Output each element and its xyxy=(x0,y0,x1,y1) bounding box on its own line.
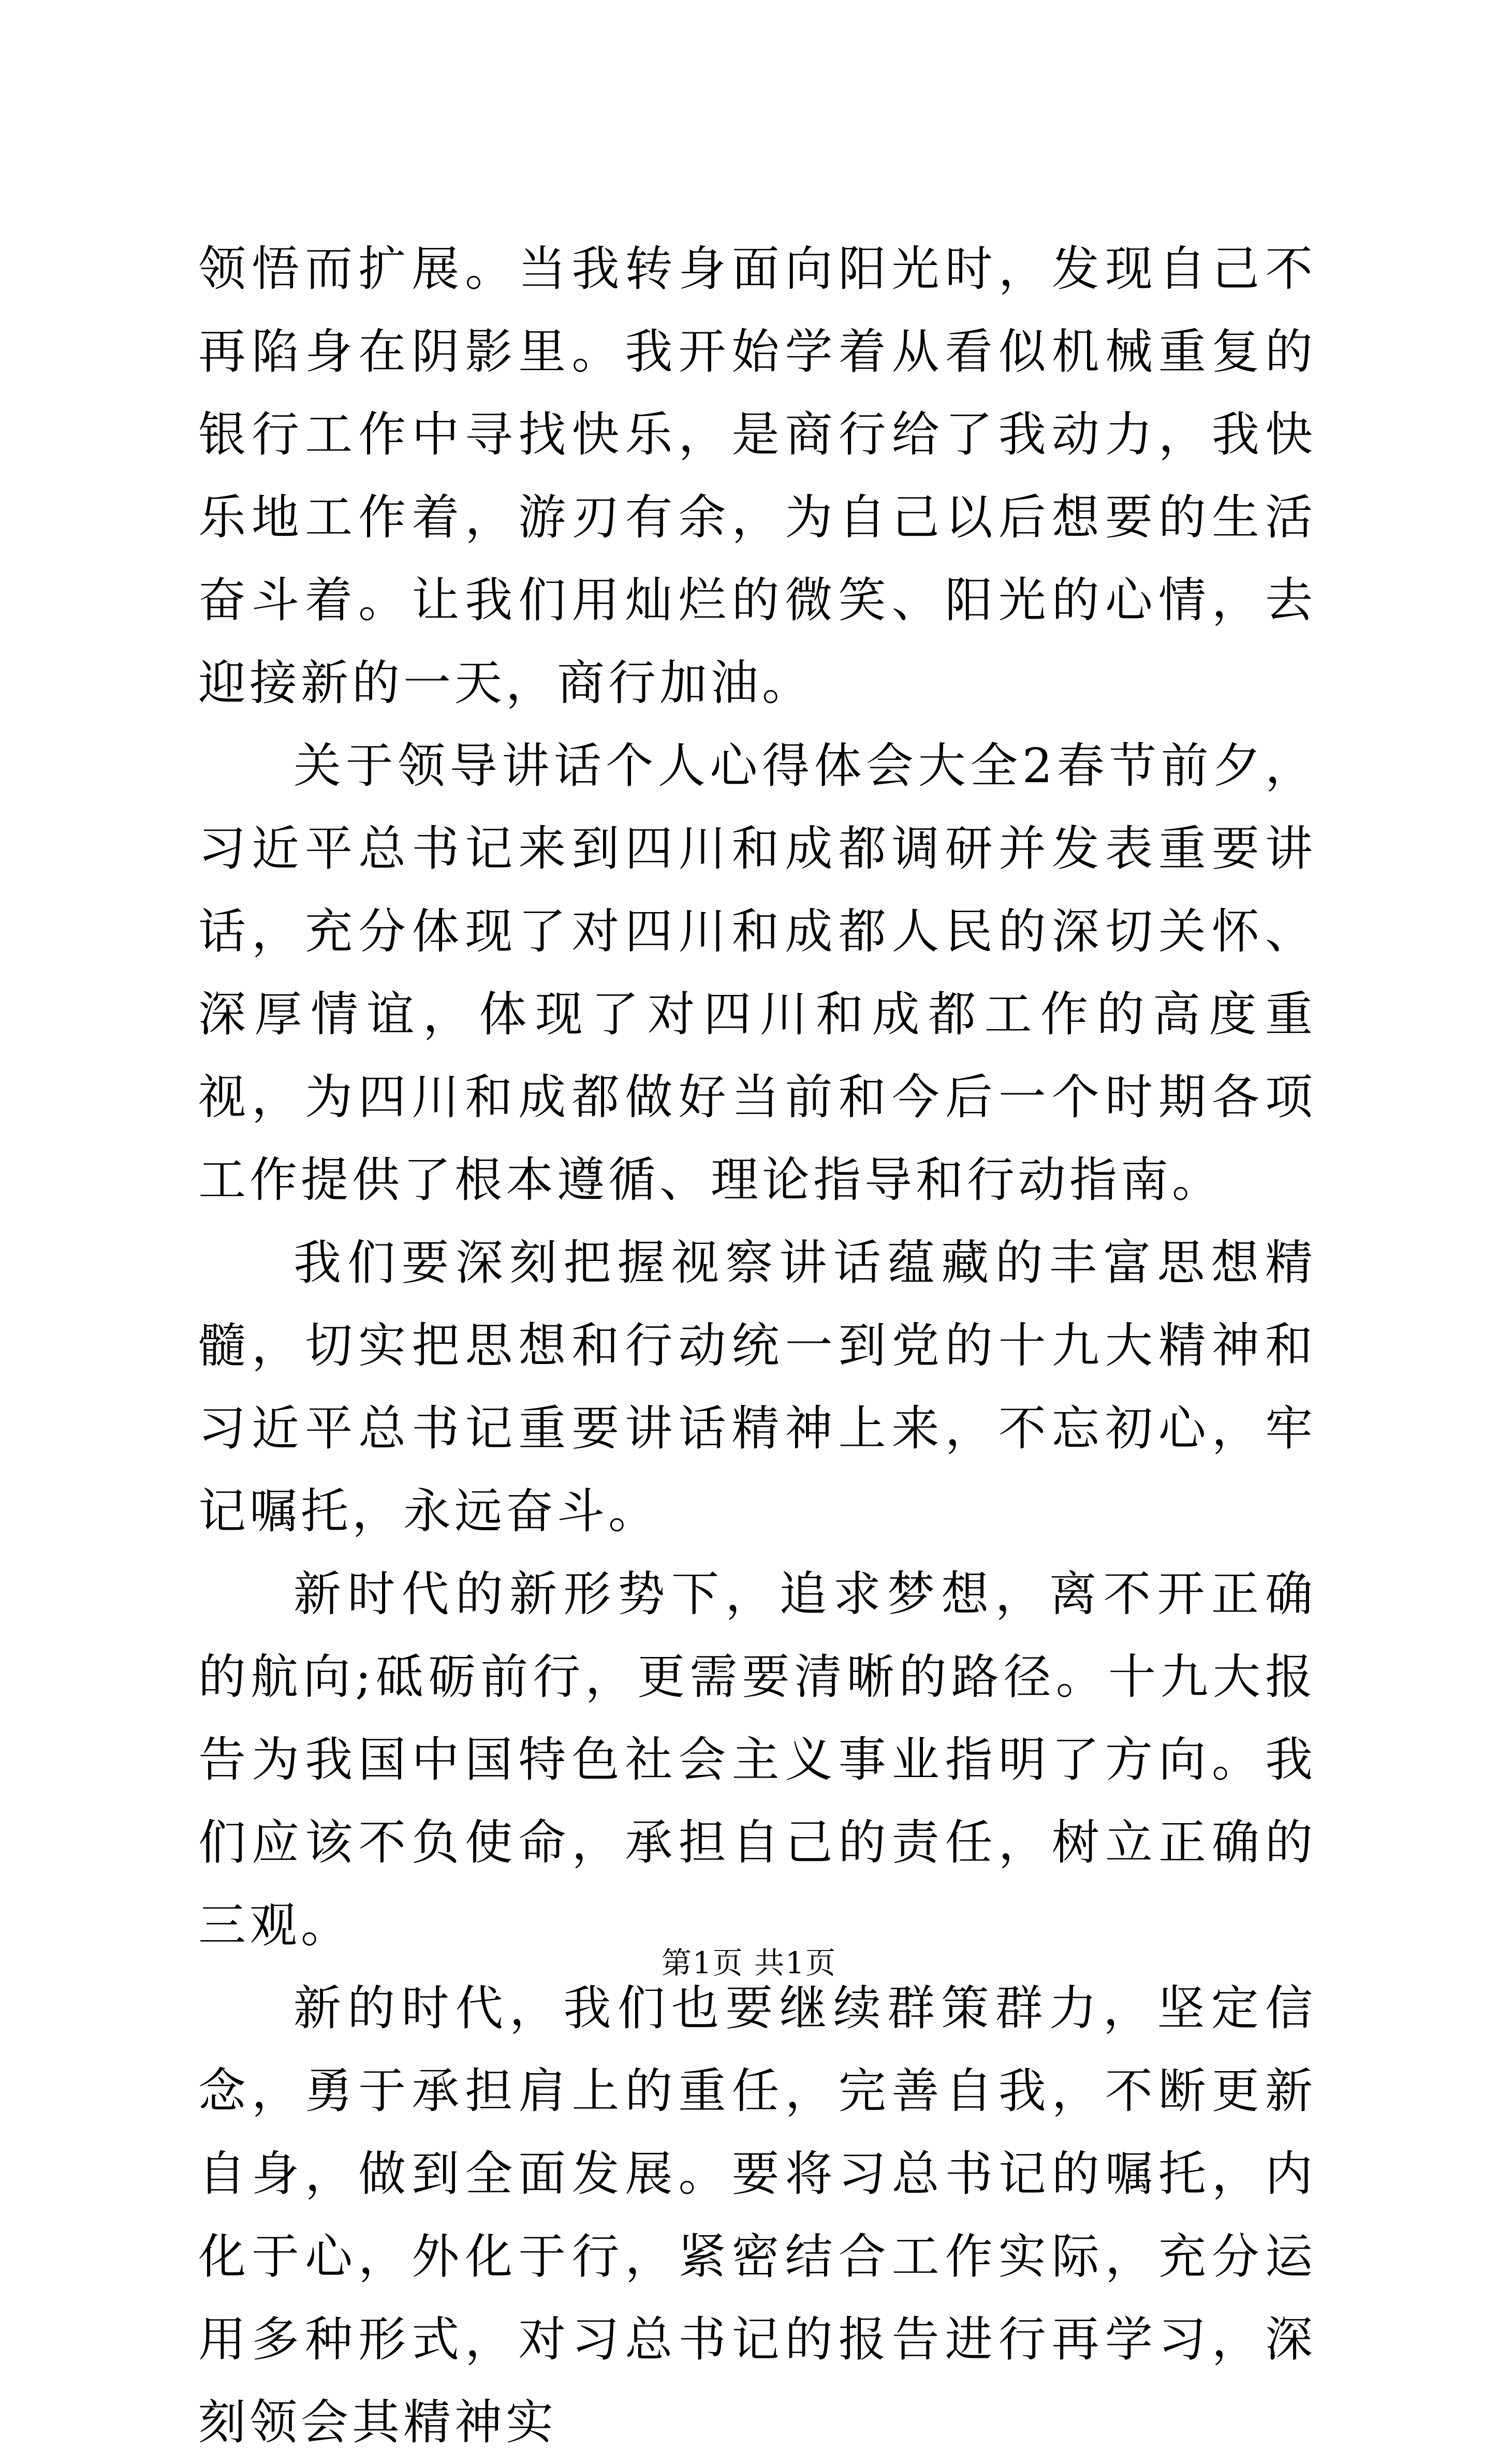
paragraph-new-era-direction: 新时代的新形势下，追求梦想，离不开正确的航向;砥砺前行，更需要清晰的路径。十九大报告为我国中国特色社会主义事业指明了方向。我们应该不负使命，承担自己的责任，树立正确的三观。 xyxy=(198,1566,1316,1953)
paragraph-new-era-responsibility: 新的时代，我们也要继续群策群力，坚定信念，勇于承担肩上的重任，完善自我，不断更新自身，做到全面发展。要将习总书记的嘱托，内化于心，外化于行，紧密结合工作实际，充分运用多种形式，对习总书记的报告进行再学习，深刻领会其精神实 xyxy=(198,1981,1316,2450)
paragraph-grasp-essence: 我们要深刻把握视察讲话蕴藏的丰富思想精髓，切实把思想和行动统一到党的十九大精神和习近平总书记重要讲话精神上来，不忘初心，牢记嘱托，永远奋斗。 xyxy=(198,1235,1316,1539)
paragraph-continuation: 领悟而扩展。当我转身面向阳光时，发现自己不再陷身在阴影里。我开始学着从看似机械重复的银行工作中寻找快乐，是商行给了我动力，我快乐地工作着，游刃有余，为自己以后想要的生活奋斗着。让我们用灿烂的微笑、阳光的心情，去迎接新的一天，商行加油。 xyxy=(198,241,1316,711)
document-body xyxy=(198,228,1316,2464)
page-footer: 第1页 共1页 xyxy=(661,1945,837,1981)
paragraph-leadership-speech: 关于领导讲话个人心得体会大全2春节前夕，习近平总书记来到四川和成都调研并发表重要讲话，充分体现了对四川和成都人民的深切关怀、深厚情谊，体现了对四川和成都工作的高度重视，为四川和成都做好当前和今后一个时期各项工作提供了根本遵循、理论指导和行动指南。 xyxy=(198,738,1316,1208)
